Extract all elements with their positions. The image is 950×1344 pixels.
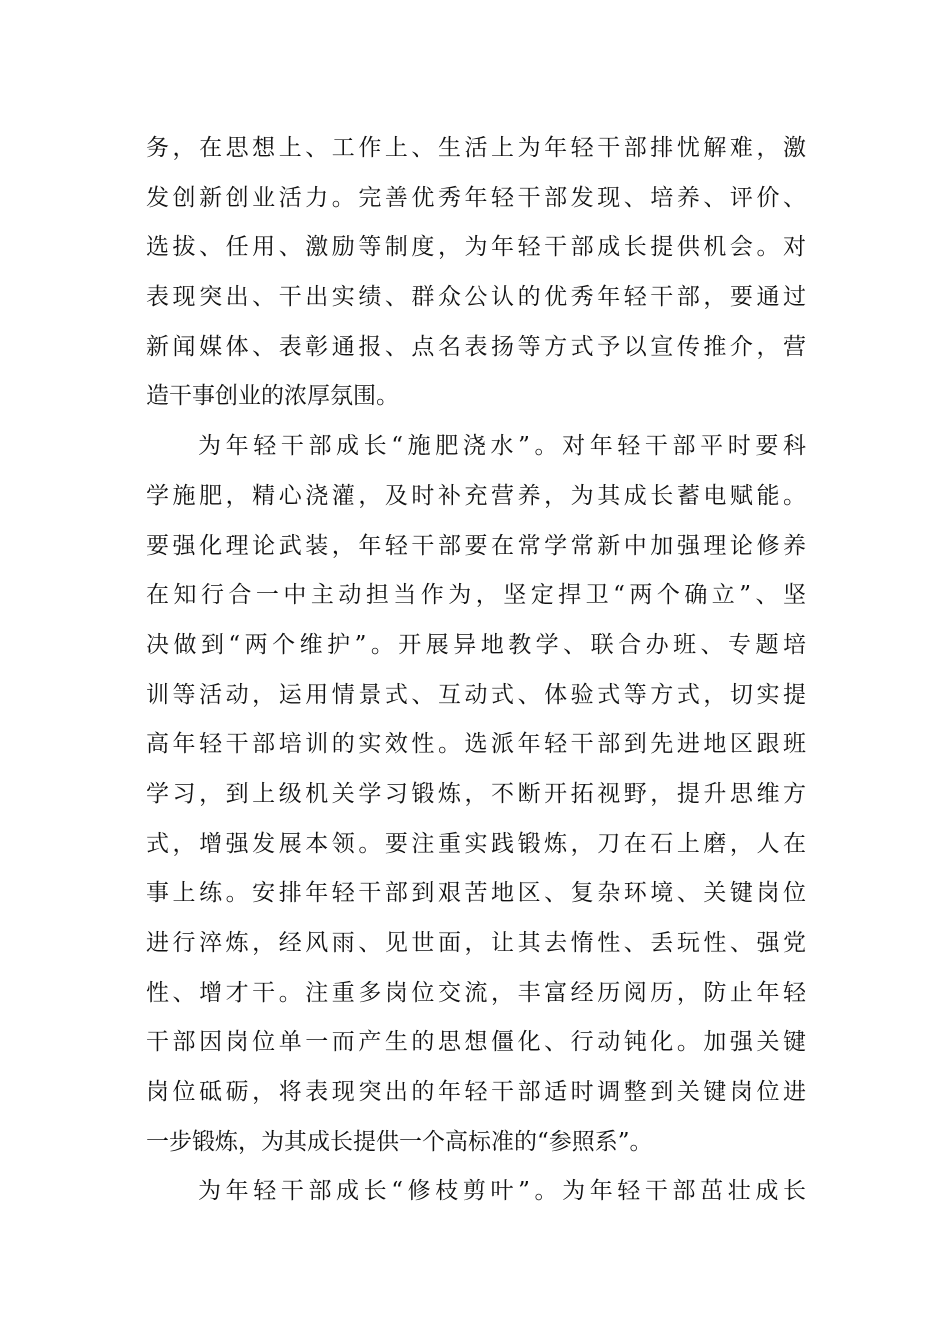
body-text (146, 124, 806, 1217)
text-line: 务，在思想上、工作上、生活上为年轻干部排忧解难，激 (146, 135, 806, 161)
text-line: 高年轻干部培训的实效性。选派年轻干部到先进地区跟班 (146, 731, 806, 758)
text-line: 进行淬炼，经风雨、见世面，让其去惰性、丢玩性、强党 (146, 930, 806, 956)
text-line: 学施肥，精心浇灌，及时补充营养，为其成长蓄电赋能。 (146, 482, 806, 509)
text-line: 为年轻干部成长“修枝剪叶”。为年轻干部茁壮成长 (198, 1178, 806, 1205)
text-line: 要强化理论武装，年轻干部要在常学常新中加强理论修养 (146, 532, 806, 559)
text-line: 表现突出、干出实绩、群众公认的优秀年轻干部，要通过 (146, 284, 806, 311)
text-line: 选拔、任用、激励等制度，为年轻干部成长提供机会。对 (146, 234, 806, 261)
text-line: 新闻媒体、表彰通报、点名表扬等方式予以宣传推介，营 (146, 333, 806, 360)
text-line: 式，增强发展本领。要注重实践锻炼，刀在石上磨，人在 (146, 830, 806, 857)
text-line: 造干事创业的浓厚氛围。 (146, 383, 399, 410)
text-line: 学习，到上级机关学习锻炼，不断开拓视野，提升思维方 (146, 780, 806, 807)
text-line: 岗位砥砺，将表现突出的年轻干部适时调整到关键岗位进 (146, 1079, 806, 1106)
text-line: 一步锻炼，为其成长提供一个高标准的“参照系”。 (146, 1128, 653, 1155)
text-line: 事上练。安排年轻干部到艰苦地区、复杂环境、关键岗位 (146, 880, 806, 907)
text-line: 性、增才干。注重多岗位交流，丰富经历阅历，防止年轻 (146, 979, 806, 1006)
text-line: 在知行合一中主动担当作为，坚定捍卫“两个确立”、坚 (146, 582, 806, 609)
text-line: 决做到“两个维护”。开展异地教学、联合办班、专题培 (146, 631, 806, 658)
text-line: 干部因岗位单一而产生的思想僵化、行动钝化。加强关键 (146, 1029, 806, 1056)
text-line: 训等活动，运用情景式、互动式、体验式等方式，切实提 (146, 681, 806, 708)
text-line: 为年轻干部成长“施肥浇水”。对年轻干部平时要科 (198, 433, 806, 460)
text-line: 发创新创业活力。完善优秀年轻干部发现、培养、评价、 (146, 184, 806, 211)
